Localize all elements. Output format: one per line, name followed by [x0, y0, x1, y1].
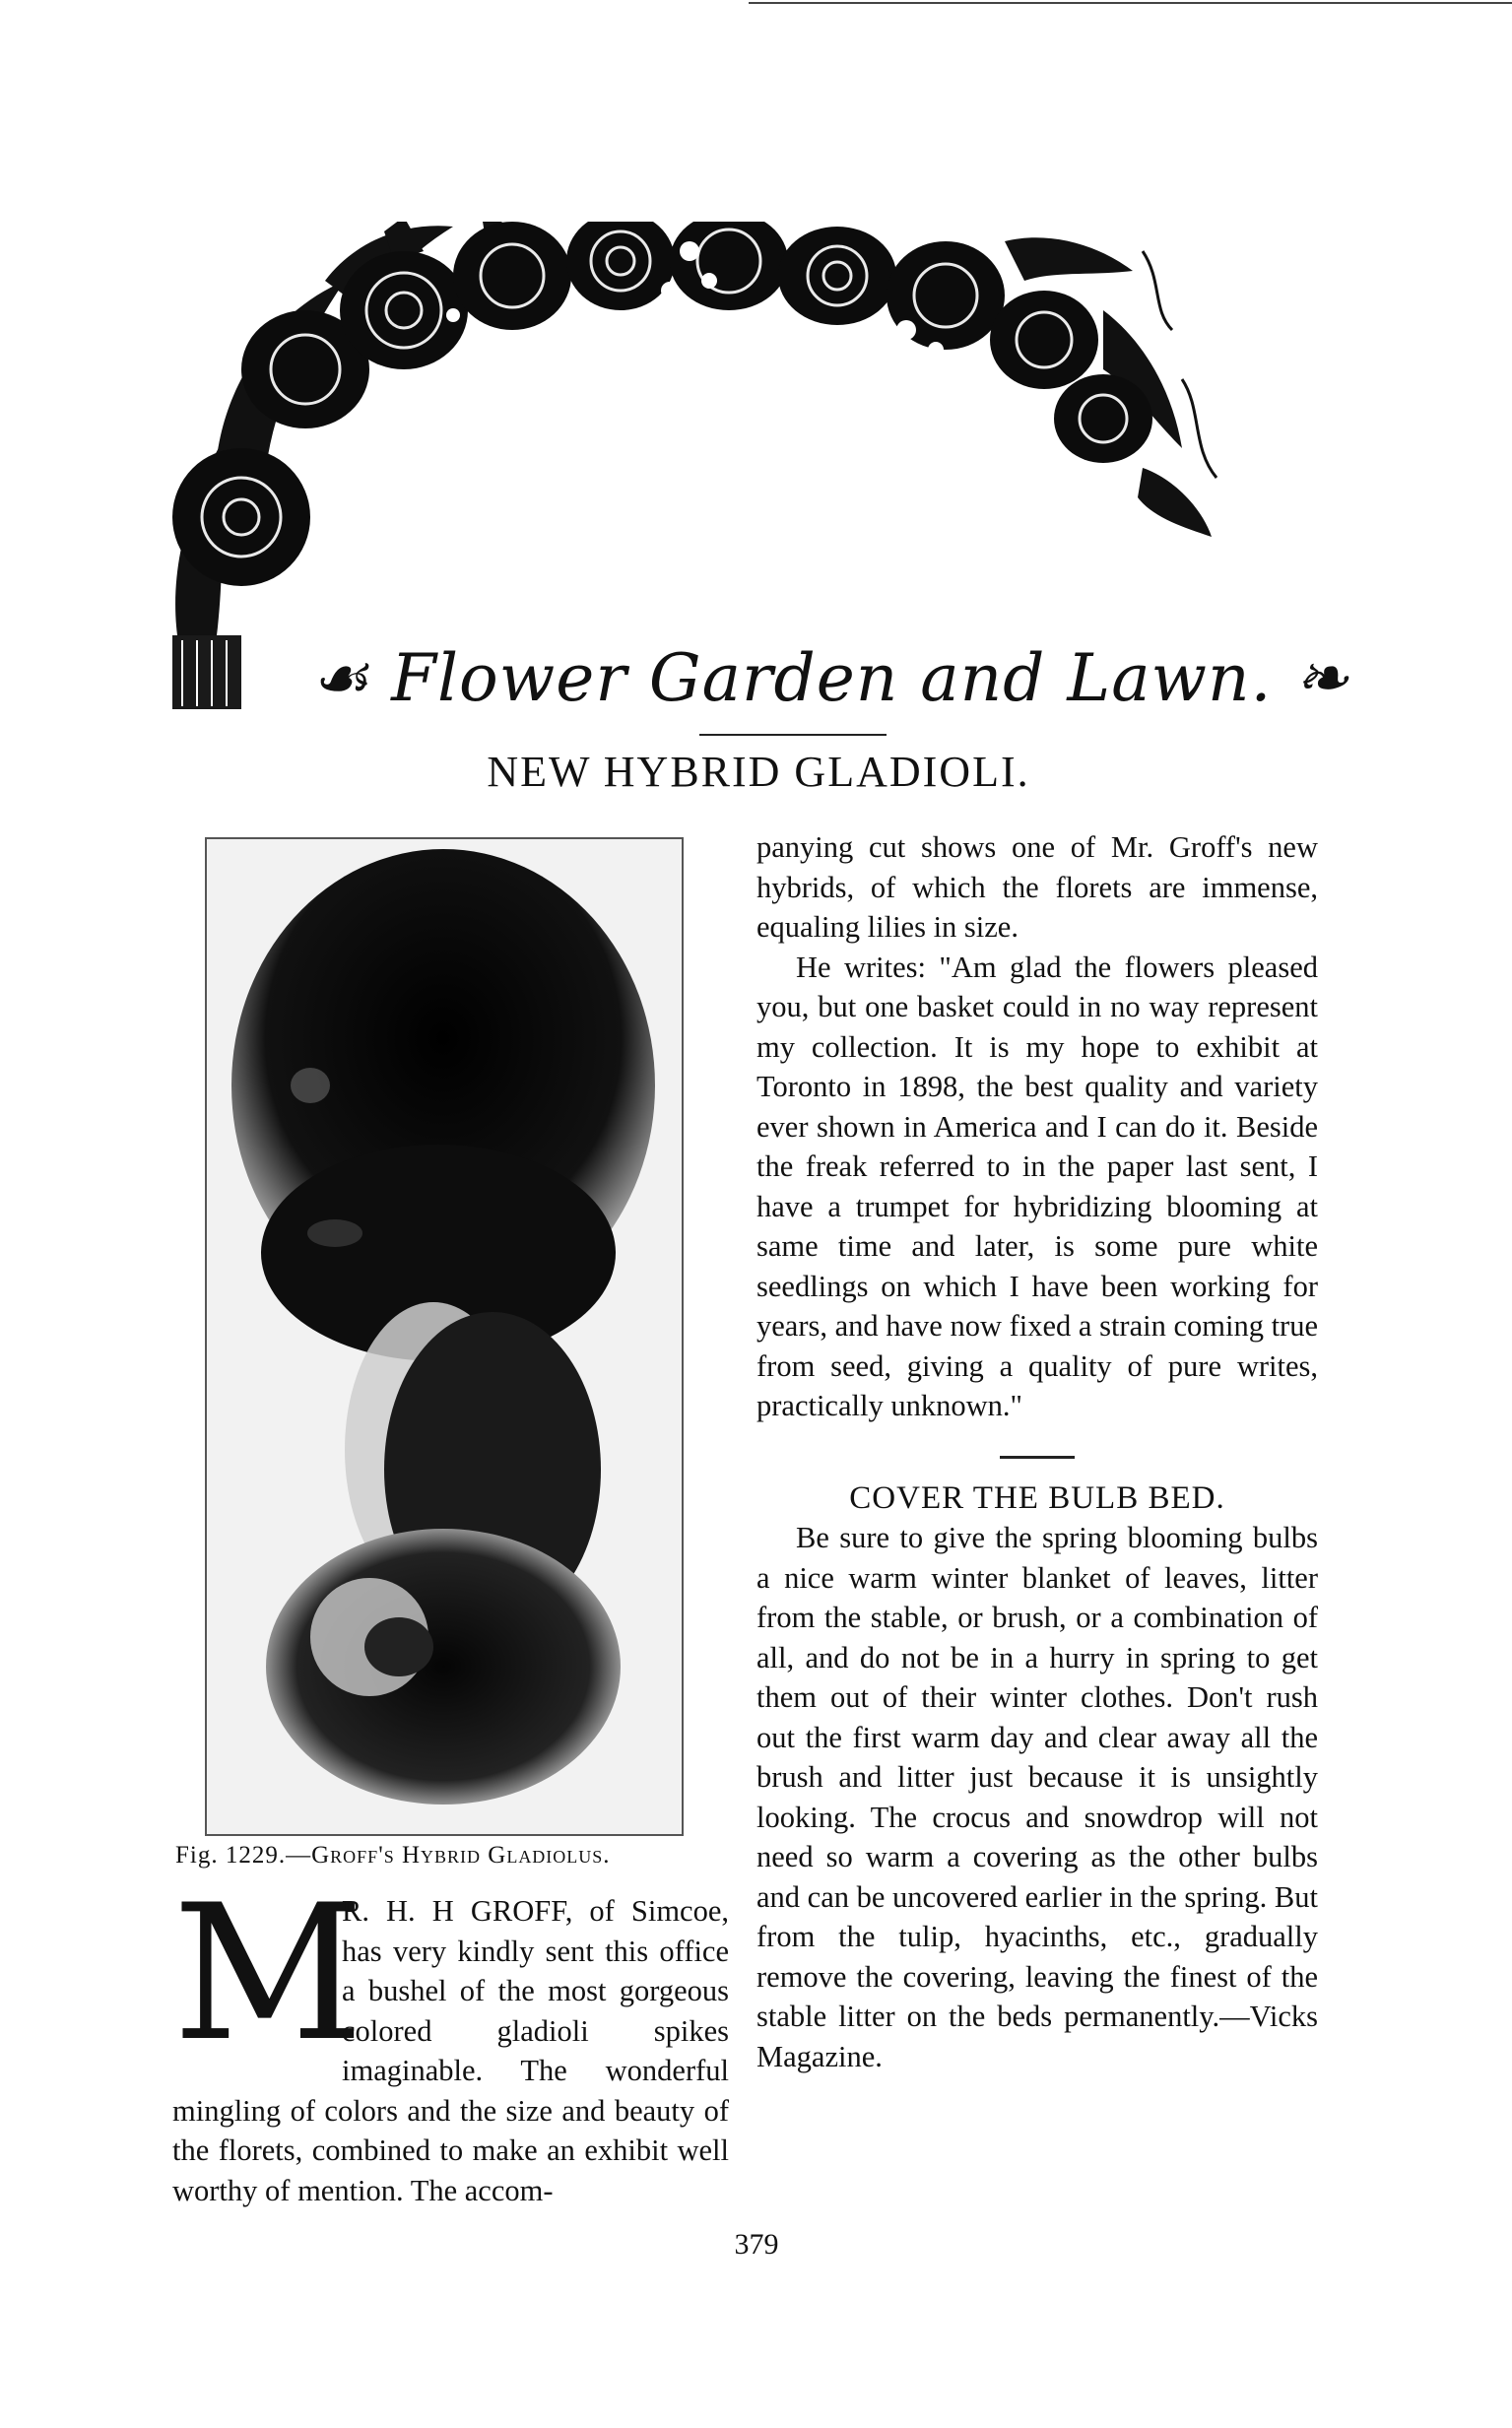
sub-heading: COVER THE BULB BED. — [849, 1479, 1225, 1516]
section-title-text: Flower Garden and Lawn. — [391, 640, 1273, 716]
paragraph-continuation: panying cut shows one of Mr. Groff's new hybrids, of which the florets are immense, equaling lilies in size. — [756, 830, 1318, 944]
section-title — [310, 640, 1349, 716]
right-column-text — [756, 827, 1318, 2076]
figure-caption-name: Groff's Hybrid Gladiolus. — [311, 1842, 611, 1869]
column-rule — [1000, 1456, 1075, 1459]
left-column-text — [172, 1865, 729, 2210]
title-rule — [699, 734, 887, 736]
paragraph-quote: He writes: "Am glad the flowers pleased you, but one basket could in no way represent my collection. It is my hope to exhibit at Toronto in 1898, the best quality and variety ever shown in America and I can do it. Beside the freak referred to in the paper last sent, I have a trumpet for hybridizing blooming at same time and later, is some pure white seedlings on which I have been working for years, and have now fixed a strain coming true from seed, giving a quality of pure writes, practically unknown." — [756, 950, 1318, 1422]
page-number: 379 — [734, 2228, 779, 2261]
article-heading: NEW HYBRID GLADIOLI. — [487, 748, 1030, 796]
ornament-left-icon: ☙ — [310, 640, 370, 716]
drop-cap: M — [172, 1865, 364, 2082]
intro-paragraph: R. H. H GROFF, of Simcoe, has very kindly sent this office a bushel of the most gorgeous colored gladioli spikes imaginable. The wonderful mingling of colors and the size and beauty of the florets, combined to make an exhibit well worthy of mention. The accom- — [172, 1894, 729, 2207]
top-edge-rule — [749, 2, 1512, 4]
paragraph-bulb-bed: Be sure to give the spring blooming bulbs a nice warm winter blanket of leaves, litter from the stable, or brush, or a combination of all, and do not be in a hurry in spring to get them out of their winter clothes. Don't rush out the first warm day and clear away all the brush and litter just because it is unsightly looking. The crocus and snowdrop will not need so warm a covering as the other bulbs and can be uncovered earlier in the spring. But from the tulip, hyacinths, etc., gradually remove the covering, leaving the finest of the stable litter on the beds permanently.—Vicks Magazine. — [756, 1521, 1318, 2073]
ornament-right-icon: ❧ — [1293, 640, 1349, 716]
figure-caption-number: Fig. 1229.— — [175, 1842, 312, 1869]
gladiolus-photo-figure — [205, 837, 684, 1836]
